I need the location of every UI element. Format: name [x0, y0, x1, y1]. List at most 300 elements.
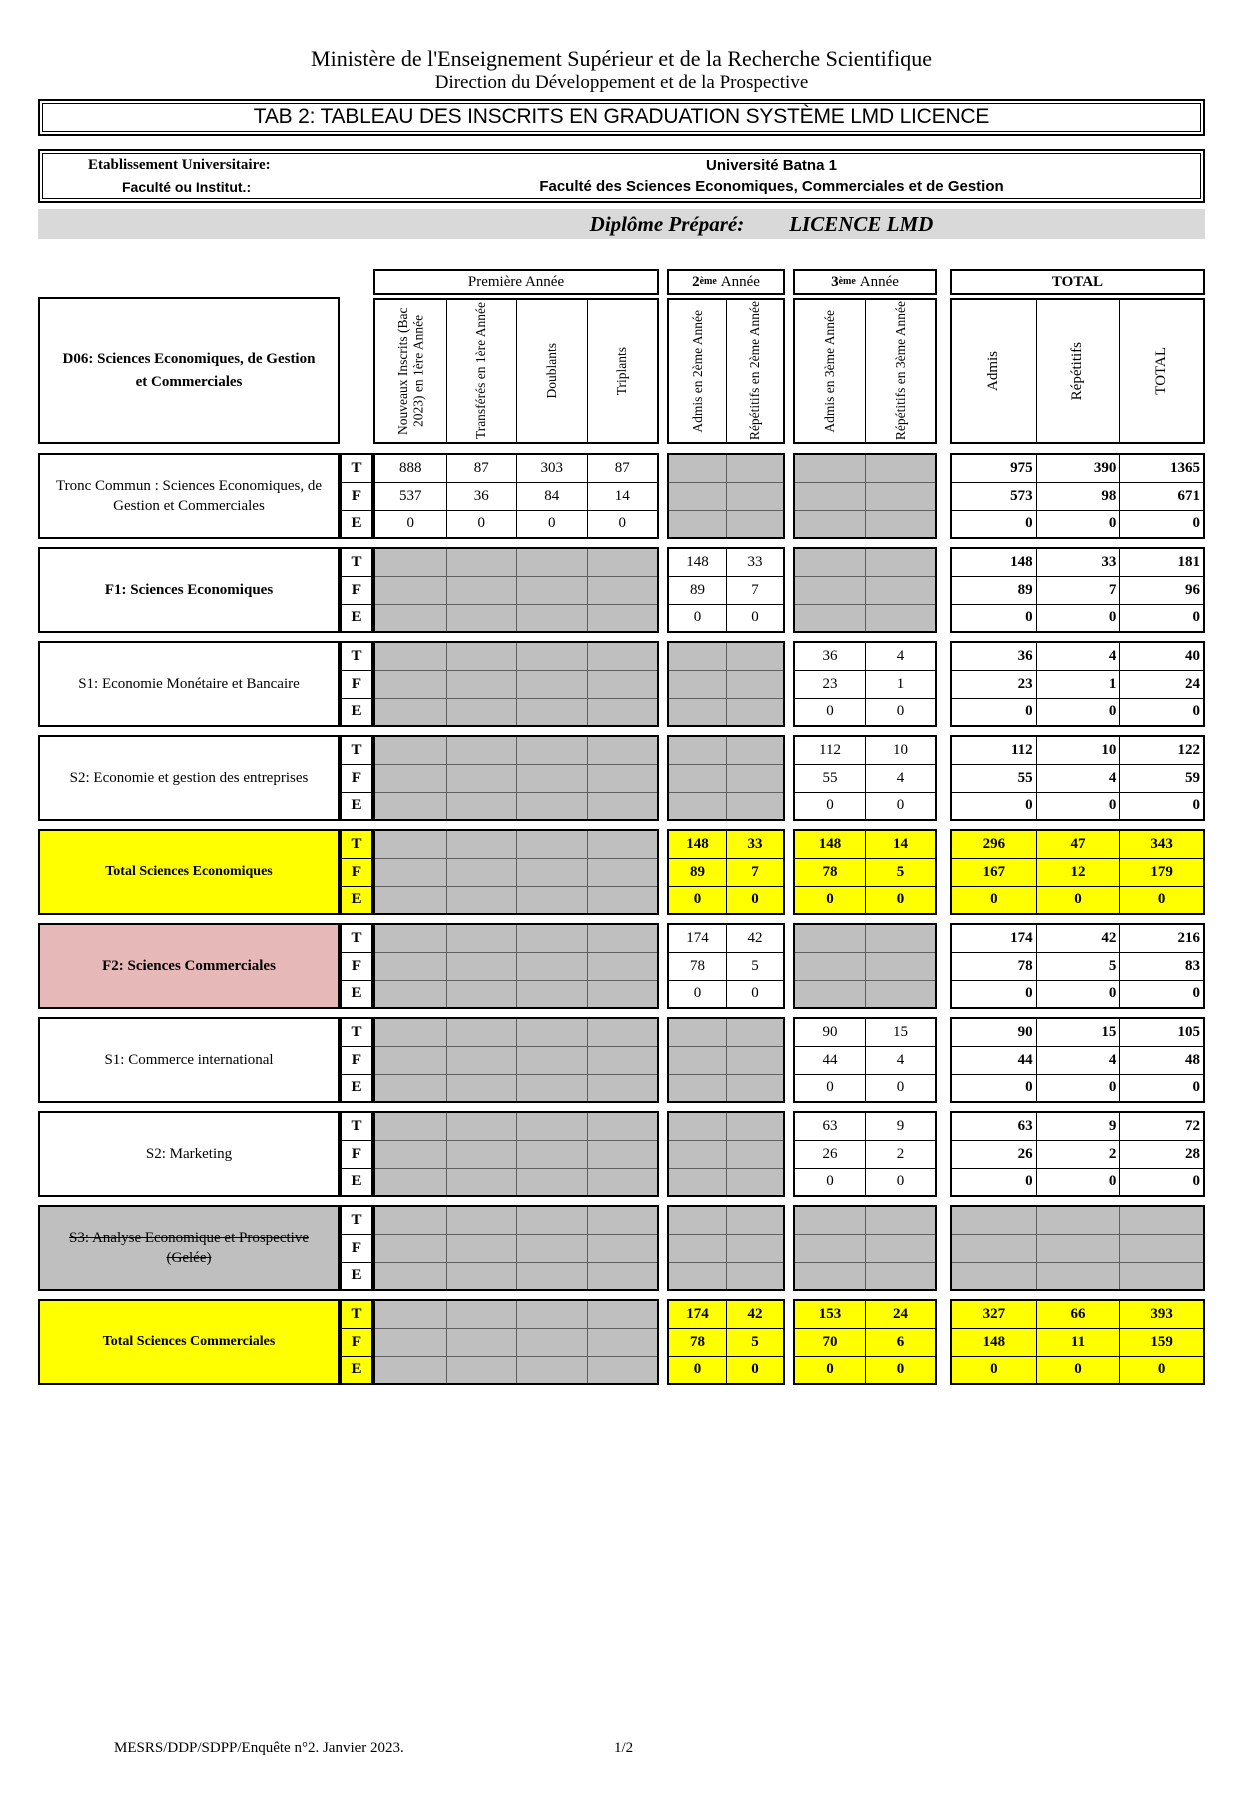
empty-cell — [795, 925, 865, 952]
data-cell: 90 — [822, 1024, 838, 1041]
empty-cell — [669, 1019, 726, 1046]
empty-cell — [375, 1262, 446, 1289]
tfe-label: T — [351, 930, 362, 947]
group-box — [667, 453, 785, 539]
empty-cell — [516, 698, 587, 725]
data-cell: 4 — [1036, 764, 1120, 791]
empty-cell — [726, 698, 783, 725]
group-title-number: 2 — [692, 273, 700, 290]
data-cell: 78 — [669, 1328, 726, 1355]
empty-cell — [446, 1113, 517, 1140]
data-cell: 0 — [865, 698, 935, 725]
data-cell: 42 — [726, 1301, 783, 1328]
empty-cell — [446, 952, 517, 979]
empty-cell — [587, 952, 658, 979]
column-header-text: Admis en 2ème Année — [689, 309, 705, 433]
tfe-label: E — [342, 698, 371, 725]
data-cell: 0 — [1036, 698, 1120, 725]
empty-cell — [726, 1113, 783, 1140]
data-cell: 4 — [865, 1046, 935, 1073]
data-cell: 87 — [446, 455, 517, 482]
page-number: 1/2 — [614, 1740, 634, 1756]
data-cell: 1365 — [1119, 455, 1203, 482]
empty-cell — [726, 1234, 783, 1261]
empty-cell — [726, 1074, 783, 1101]
data-cell: 174 — [669, 1301, 726, 1328]
empty-cell — [446, 737, 517, 764]
column-headers-total — [950, 298, 1205, 444]
empty-cell — [865, 549, 935, 576]
data-cell: 0 — [795, 1356, 865, 1383]
empty-cell — [669, 670, 726, 697]
empty-cell — [516, 1019, 587, 1046]
empty-cell — [587, 925, 658, 952]
empty-cell — [726, 455, 783, 482]
empty-cell — [865, 925, 935, 952]
empty-cell — [516, 1262, 587, 1289]
data-cell: 0 — [587, 510, 658, 537]
empty-cell — [587, 604, 658, 631]
establishment-label: Etablissement Universitaire: — [88, 157, 271, 173]
empty-cell — [516, 604, 587, 631]
row-label: S3: Analyse Economique et Prospective (Gelée) — [38, 1205, 340, 1291]
direction-subtitle: Direction du Développement et de la Prospective — [434, 72, 809, 93]
empty-cell — [865, 1207, 935, 1234]
column-header — [446, 300, 517, 442]
data-cell: 0 — [1036, 792, 1120, 819]
row-label: S2: Marketing — [38, 1111, 340, 1197]
data-cell: 888 — [399, 460, 422, 477]
empty-cell — [669, 792, 726, 819]
group-title-premiere-annee: Première Année — [373, 269, 659, 295]
data-cell: 36 — [822, 648, 838, 665]
empty-cell — [375, 1074, 446, 1101]
tfe-column — [340, 1017, 373, 1103]
group-box — [950, 641, 1205, 727]
row-label: Total Sciences Commerciales — [38, 1299, 340, 1385]
empty-cell — [446, 858, 517, 885]
data-cell: 55 — [952, 764, 1036, 791]
group-box — [667, 1299, 785, 1385]
data-cell: 0 — [726, 1356, 783, 1383]
empty-cell — [726, 482, 783, 509]
empty-cell — [446, 1140, 517, 1167]
data-cell: 0 — [865, 886, 935, 913]
empty-cell — [669, 482, 726, 509]
empty-cell — [375, 1019, 446, 1046]
empty-cell — [446, 643, 517, 670]
empty-cell — [516, 792, 587, 819]
table-row — [38, 923, 1205, 1009]
data-cell: 153 — [795, 1301, 865, 1328]
diploma-band — [38, 209, 1205, 239]
group-box — [793, 1111, 937, 1197]
empty-cell — [516, 858, 587, 885]
empty-cell — [587, 792, 658, 819]
empty-cell — [587, 1074, 658, 1101]
data-cell: 105 — [1119, 1019, 1203, 1046]
data-cell: 0 — [1119, 1074, 1203, 1101]
empty-cell — [669, 1140, 726, 1167]
empty-cell — [726, 643, 783, 670]
row-label: S1: Commerce international — [38, 1017, 340, 1103]
data-cell: 0 — [1119, 510, 1203, 537]
data-cell: 0 — [952, 604, 1036, 631]
group-box — [950, 923, 1205, 1009]
data-cell: 0 — [865, 1168, 935, 1195]
data-cell: 179 — [1119, 858, 1203, 885]
data-cell: 148 — [669, 831, 726, 858]
tfe-label: T — [351, 460, 362, 477]
tfe-column — [340, 547, 373, 633]
empty-cell — [587, 1234, 658, 1261]
empty-cell — [375, 1046, 446, 1073]
empty-cell — [516, 1168, 587, 1195]
data-cell: 78 — [669, 952, 726, 979]
data-cell: 26 — [952, 1140, 1036, 1167]
column-header-text: Nouveaux Inscrits (Bac 2023) en 1ère Année — [394, 307, 426, 435]
group-box — [373, 453, 659, 539]
empty-cell — [795, 1234, 865, 1261]
data-cell: 0 — [1036, 886, 1120, 913]
data-cell: 0 — [669, 980, 726, 1007]
data-cell: 4 — [1036, 1046, 1120, 1073]
data-cell: 90 — [1017, 1024, 1033, 1041]
empty-cell — [446, 1046, 517, 1073]
data-cell: 148 — [686, 554, 709, 571]
data-cell: 28 — [1119, 1140, 1203, 1167]
empty-cell — [865, 510, 935, 537]
data-cell: 7 — [726, 858, 783, 885]
tfe-label: T — [342, 831, 371, 858]
empty-cell — [375, 1207, 446, 1234]
data-cell: 112 — [1010, 742, 1033, 759]
data-cell: 72 — [1119, 1113, 1203, 1140]
empty-cell — [669, 1262, 726, 1289]
tfe-label: E — [342, 510, 371, 537]
empty-cell — [516, 1234, 587, 1261]
tab-title: TAB 2: TABLEAU DES INSCRITS EN GRADUATION SYSTÈME LMD LICENCE — [42, 103, 1201, 132]
empty-cell — [669, 737, 726, 764]
group-2eme-annee — [667, 269, 785, 444]
empty-cell — [952, 1207, 1036, 1234]
row-label: F2: Sciences Commerciales — [38, 923, 340, 1009]
faculty-value: Faculté des Sciences Economiques, Commerciales et de Gestion — [539, 178, 1004, 195]
empty-cell — [587, 1113, 658, 1140]
data-cell: 0 — [669, 1356, 726, 1383]
data-cell: 0 — [1036, 1168, 1120, 1195]
empty-cell — [795, 510, 865, 537]
faculty-row — [43, 176, 1200, 197]
tfe-label: F — [342, 482, 371, 509]
empty-cell — [375, 1234, 446, 1261]
establishment-box — [38, 149, 1205, 203]
empty-cell — [587, 1207, 658, 1234]
data-cell: 0 — [952, 698, 1036, 725]
table-row — [38, 547, 1205, 633]
group-box — [793, 829, 937, 915]
empty-cell — [795, 549, 865, 576]
empty-cell — [516, 1328, 587, 1355]
empty-cell — [375, 643, 446, 670]
data-cell: 9 — [1036, 1113, 1120, 1140]
empty-cell — [726, 670, 783, 697]
empty-cell — [446, 1234, 517, 1261]
table-row — [38, 1017, 1205, 1103]
group-box — [950, 1017, 1205, 1103]
data-cell: 0 — [795, 886, 865, 913]
data-cell: 98 — [1036, 482, 1120, 509]
data-cell: 10 — [1036, 737, 1120, 764]
empty-cell — [587, 858, 658, 885]
data-cell: 11 — [1036, 1328, 1120, 1355]
column-header — [726, 300, 783, 442]
empty-cell — [1036, 1262, 1120, 1289]
faculty-label: Faculté ou Institut.: — [122, 178, 252, 195]
empty-cell — [952, 1234, 1036, 1261]
data-cell: 0 — [669, 604, 726, 631]
empty-cell — [1036, 1207, 1120, 1234]
data-cell: 0 — [952, 1074, 1036, 1101]
data-cell: 0 — [1119, 1168, 1203, 1195]
group-box — [950, 547, 1205, 633]
establishment-box-inner — [42, 153, 1201, 199]
empty-cell — [865, 455, 935, 482]
data-cell: 10 — [865, 737, 935, 764]
empty-cell — [516, 1046, 587, 1073]
empty-cell — [375, 737, 446, 764]
empty-cell — [726, 1019, 783, 1046]
column-header-text: Répétitifs en 3ème Année — [892, 301, 908, 441]
empty-cell — [587, 1168, 658, 1195]
data-cell: 343 — [1119, 831, 1203, 858]
empty-cell — [375, 549, 446, 576]
data-cell: 0 — [1036, 980, 1120, 1007]
empty-cell — [375, 980, 446, 1007]
data-cell: 296 — [952, 831, 1036, 858]
data-cell: 0 — [865, 1356, 935, 1383]
data-cell: 0 — [446, 510, 517, 537]
data-cell: 24 — [1119, 670, 1203, 697]
empty-cell — [446, 1262, 517, 1289]
group-box — [373, 641, 659, 727]
group-box — [950, 735, 1205, 821]
empty-cell — [516, 643, 587, 670]
group-title-word: Année — [720, 273, 760, 290]
data-cell: 84 — [516, 482, 587, 509]
tfe-label: F — [342, 952, 371, 979]
empty-cell — [1119, 1262, 1203, 1289]
empty-cell — [375, 1140, 446, 1167]
data-cell: 70 — [795, 1328, 865, 1355]
data-cell: 0 — [795, 1168, 865, 1195]
data-cell: 327 — [952, 1301, 1036, 1328]
empty-cell — [446, 1168, 517, 1195]
empty-cell — [446, 980, 517, 1007]
data-cell: 216 — [1119, 925, 1203, 952]
group-total — [950, 269, 1205, 444]
tfe-column — [340, 1299, 373, 1385]
data-cell: 0 — [375, 510, 446, 537]
data-cell: 174 — [1010, 930, 1033, 947]
empty-cell — [587, 1262, 658, 1289]
row-label: S2: Economie et gestion des entreprises — [38, 735, 340, 821]
data-cell: 23 — [795, 670, 865, 697]
empty-cell — [726, 1046, 783, 1073]
data-cell: 0 — [1036, 510, 1120, 537]
empty-cell — [865, 482, 935, 509]
data-cell: 0 — [726, 604, 783, 631]
empty-cell — [516, 1140, 587, 1167]
tfe-column — [340, 453, 373, 539]
data-cell: 96 — [1119, 576, 1203, 603]
empty-cell — [375, 1168, 446, 1195]
data-cell: 0 — [952, 792, 1036, 819]
empty-cell — [669, 1046, 726, 1073]
empty-cell — [375, 604, 446, 631]
footer-reference: MESRS/DDP/SDPP/Enquête n°2. Janvier 2023. — [114, 1740, 404, 1756]
empty-cell — [375, 886, 446, 913]
data-cell: 167 — [952, 858, 1036, 885]
empty-cell — [446, 1356, 517, 1383]
ministry-title: Ministère de l'Enseignement Supérieur et de la Recherche Scientifique — [311, 46, 932, 71]
empty-cell — [795, 1207, 865, 1234]
tfe-column — [340, 923, 373, 1009]
data-cell: 63 — [822, 1118, 838, 1135]
data-cell: 0 — [1119, 886, 1203, 913]
empty-cell — [726, 1262, 783, 1289]
tab-title-box — [38, 99, 1205, 136]
data-cell: 975 — [1010, 460, 1033, 477]
empty-cell — [446, 1328, 517, 1355]
data-cell: 40 — [1119, 643, 1203, 670]
empty-cell — [865, 1262, 935, 1289]
group-title-number: 3 — [831, 273, 839, 290]
data-cell: 181 — [1119, 549, 1203, 576]
table-row — [38, 1111, 1205, 1197]
document-page — [38, 46, 1205, 1385]
column-headers-premiere-annee — [373, 298, 659, 444]
group-box — [667, 1111, 785, 1197]
group-premiere-annee — [373, 269, 659, 444]
empty-cell — [587, 737, 658, 764]
data-cell: 303 — [516, 455, 587, 482]
data-cell: 0 — [795, 698, 865, 725]
column-header — [516, 300, 587, 442]
empty-cell — [669, 764, 726, 791]
empty-cell — [446, 549, 517, 576]
empty-cell — [865, 980, 935, 1007]
empty-cell — [865, 1234, 935, 1261]
table-row — [38, 735, 1205, 821]
tfe-column — [340, 829, 373, 915]
group-box — [793, 1299, 937, 1385]
group-box — [950, 1299, 1205, 1385]
empty-cell — [669, 643, 726, 670]
empty-cell — [516, 831, 587, 858]
empty-cell — [865, 604, 935, 631]
empty-cell — [446, 604, 517, 631]
data-cell: 26 — [795, 1140, 865, 1167]
group-box — [793, 453, 937, 539]
column-header-text: Admis en 3ème Année — [822, 309, 838, 433]
empty-cell — [446, 886, 517, 913]
column-header — [375, 300, 446, 442]
tfe-label: E — [342, 1356, 371, 1383]
tfe-label: F — [342, 670, 371, 697]
group-box — [667, 1205, 785, 1291]
tfe-label: F — [342, 858, 371, 885]
data-cell: 0 — [795, 792, 865, 819]
empty-cell — [375, 576, 446, 603]
empty-cell — [669, 455, 726, 482]
data-cell: 2 — [865, 1140, 935, 1167]
empty-cell — [587, 831, 658, 858]
data-cell: 148 — [795, 831, 865, 858]
tfe-label: E — [342, 604, 371, 631]
empty-cell — [516, 1301, 587, 1328]
data-cell: 0 — [1036, 1074, 1120, 1101]
data-cell: 33 — [1036, 549, 1120, 576]
group-title-3eme-annee — [793, 269, 937, 295]
empty-cell — [669, 1168, 726, 1195]
empty-cell — [669, 1074, 726, 1101]
group-box — [667, 547, 785, 633]
data-cell: 47 — [1036, 831, 1120, 858]
empty-cell — [587, 1046, 658, 1073]
empty-cell — [446, 1207, 517, 1234]
empty-cell — [587, 886, 658, 913]
data-cell: 1 — [1036, 670, 1120, 697]
column-header — [587, 300, 658, 442]
empty-cell — [669, 1234, 726, 1261]
empty-cell — [375, 764, 446, 791]
empty-cell — [516, 952, 587, 979]
data-cell: 15 — [1036, 1019, 1120, 1046]
group-box — [667, 1017, 785, 1103]
tfe-label: F — [342, 576, 371, 603]
data-cell: 0 — [952, 510, 1036, 537]
empty-cell — [375, 831, 446, 858]
empty-cell — [516, 1207, 587, 1234]
group-box — [793, 735, 937, 821]
column-header — [865, 300, 935, 442]
tfe-column — [340, 641, 373, 727]
empty-cell — [446, 831, 517, 858]
table-row — [38, 453, 1205, 539]
data-cell: 0 — [726, 980, 783, 1007]
empty-cell — [669, 698, 726, 725]
empty-cell — [795, 980, 865, 1007]
data-cell: 0 — [726, 886, 783, 913]
data-cell: 14 — [865, 831, 935, 858]
empty-cell — [516, 1113, 587, 1140]
empty-cell — [375, 1356, 446, 1383]
empty-cell — [516, 737, 587, 764]
empty-cell — [669, 1207, 726, 1234]
group-box — [373, 1205, 659, 1291]
empty-cell — [446, 1019, 517, 1046]
data-cell: 148 — [952, 1328, 1036, 1355]
data-cell: 148 — [1010, 554, 1033, 571]
data-cell: 5 — [1036, 952, 1120, 979]
empty-cell — [446, 576, 517, 603]
establishment-row — [43, 155, 1200, 176]
group-box — [950, 829, 1205, 915]
empty-cell — [375, 1113, 446, 1140]
tfe-column — [340, 1111, 373, 1197]
group-box — [950, 453, 1205, 539]
